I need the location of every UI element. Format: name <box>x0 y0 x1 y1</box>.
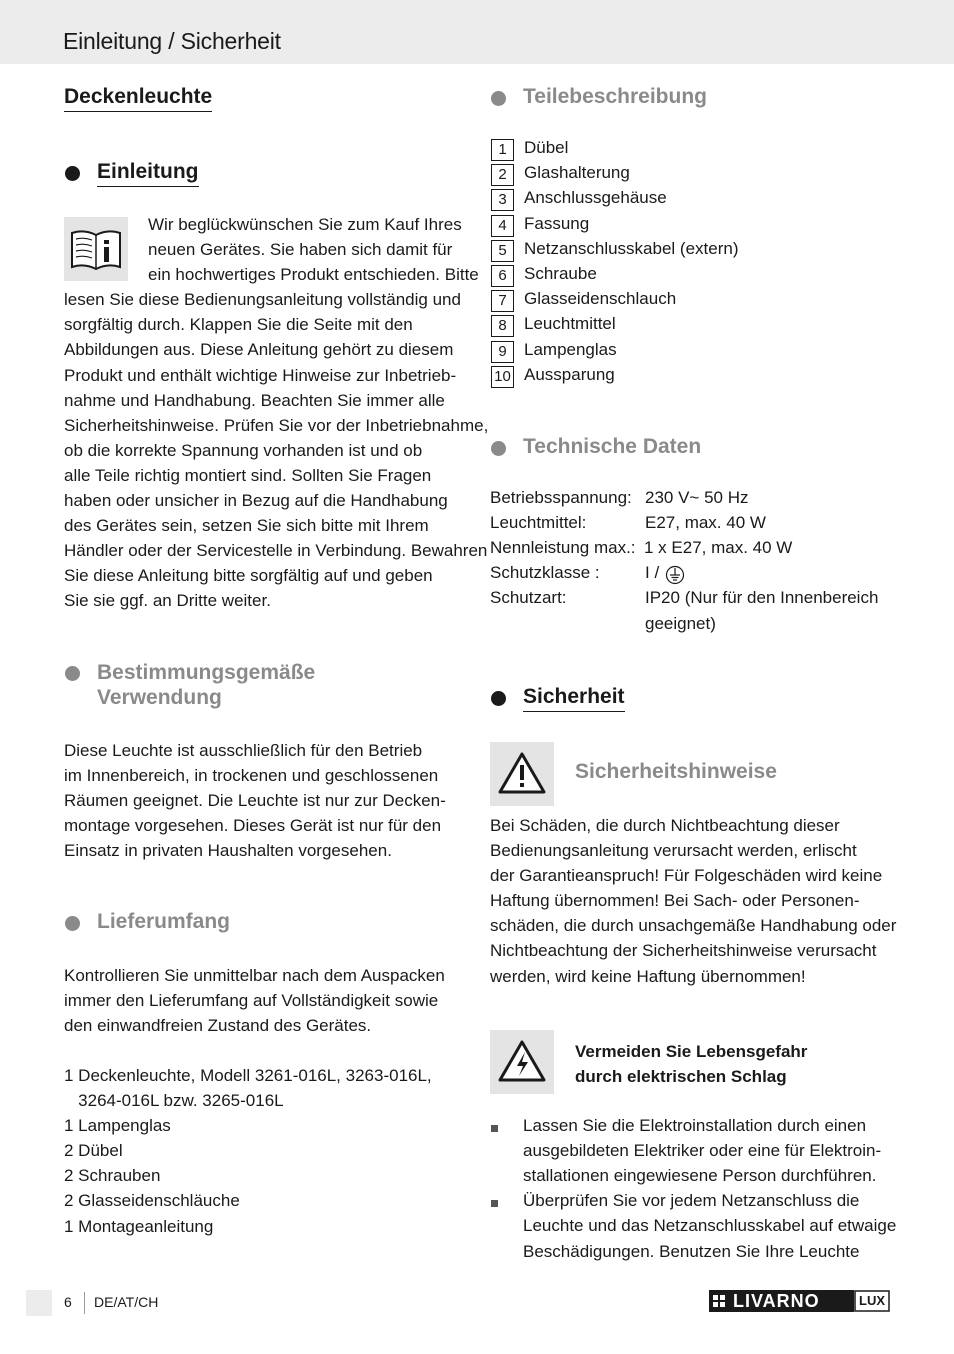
part-label: Glasseidenschlauch <box>524 289 677 309</box>
part-label: Aussparung <box>524 364 615 384</box>
text-line: 1 Deckenleuchte, Modell 3261-016L, 3263-016L, <box>64 1066 432 1085</box>
tech-key: Schutzklasse : <box>490 563 600 583</box>
text-line: Händler oder der Servicestelle in Verbindung. Bewahren <box>64 541 488 561</box>
part-number-box: 9 <box>491 341 514 363</box>
text-line: immer den Lieferumfang auf Vollständigkeit sowie <box>64 991 439 1011</box>
text-line: Haftung übernommen! Bei Sach- oder Personen- <box>490 891 860 911</box>
text-line: nahme und Handhabung. Beachten Sie immer alle <box>64 390 445 410</box>
page-title: Einleitung / Sicherheit <box>63 28 281 54</box>
intro-text-top <box>148 212 479 287</box>
text-line: 1 Montageanleitung <box>64 1216 214 1236</box>
parts-list <box>491 139 891 399</box>
text-line: Bei Schäden, die durch Nichtbeachtung dieser <box>490 816 840 835</box>
text-line: Abbildungen aus. Diese Anleitung gehört zu diesem <box>64 340 454 360</box>
text-line: neuen Gerätes. Sie haben sich damit für <box>148 240 453 260</box>
tech-value: geeignet) <box>645 613 716 633</box>
lieferumfang-heading: Lieferumfang <box>97 910 231 933</box>
safety-bullet-list <box>490 1113 910 1273</box>
text-line: 1 Lampenglas <box>64 1116 171 1136</box>
bullet-text-line: stallationen eingewiesene Person durchführen. <box>523 1166 877 1186</box>
tech-key: Nennleistung max.: <box>490 538 636 558</box>
part-number-box: 2 <box>491 164 514 186</box>
bullet-text-line: Leuchte und das Netzanschlusskabel auf etwaige <box>523 1216 897 1236</box>
part-label: Leuchtmittel <box>524 314 616 334</box>
livarno-lux-logo: LIVARNO LUX <box>709 1290 890 1312</box>
page-number: 6 <box>64 1294 72 1310</box>
bullet-text-line: Beschädigungen. Benutzen Sie Ihre Leuchte <box>523 1241 860 1261</box>
text-line: haben oder unsicher in Bezug auf die Handhabung <box>64 491 448 511</box>
section-bullet <box>491 91 506 106</box>
part-label: Anschlussgehäuse <box>524 188 667 208</box>
intro-text <box>64 287 489 613</box>
section-bullet <box>65 666 80 681</box>
part-number-box: 8 <box>491 315 514 337</box>
sicherheit-text <box>490 813 900 989</box>
tech-key: Leuchtmittel: <box>490 513 587 533</box>
text-line: ob die korrekte Spannung vorhanden ist und ob <box>64 440 423 460</box>
part-number-box: 4 <box>491 215 514 237</box>
part-label: Schraube <box>524 264 597 283</box>
tech-key: Schutzart: <box>490 588 567 608</box>
section-bullet <box>491 441 506 456</box>
text-line: Wir beglückwünschen Sie zum Kauf Ihres <box>148 215 462 234</box>
square-bullet <box>491 1125 498 1132</box>
part-label: Glashalterung <box>524 163 630 183</box>
footer-divider <box>84 1292 85 1314</box>
tech-key: Betriebsspannung: <box>490 488 632 507</box>
tech-value: 1 x E27, max. 40 W <box>644 538 793 558</box>
text-line: Kontrollieren Sie unmittelbar nach dem Auspacken <box>64 966 445 985</box>
electric-shock-warning-icon <box>490 1030 554 1094</box>
part-label: Lampenglas <box>524 339 617 359</box>
text-line: 2 Glasseidenschläuche <box>64 1191 240 1211</box>
text-line: im Innenbereich, in trockenen und geschlossenen <box>64 766 439 786</box>
bestimmung-text <box>64 738 464 863</box>
text-line: Einsatz in privaten Haushalten vorgesehen. <box>64 841 392 861</box>
einleitung-heading: Einleitung <box>97 160 199 187</box>
text-line: werden, wird keine Haftung übernommen! <box>490 966 806 986</box>
bullet-text-line: ausgebildeten Elektriker oder eine für Elektroin- <box>523 1141 882 1161</box>
teile-heading: Teilebeschreibung <box>523 85 707 108</box>
info-book-icon <box>64 217 128 281</box>
part-number-box: 10 <box>491 366 514 388</box>
text-line: den einwandfreien Zustand des Gerätes. <box>64 1016 372 1036</box>
text-line: der Garantieanspruch! Für Folgeschäden wird keine <box>490 866 883 886</box>
text-line: alle Teile richtig montiert sind. Sollten Sie Fragen <box>64 465 432 485</box>
lieferumfang-text <box>64 963 464 1038</box>
part-number-box: 5 <box>491 240 514 262</box>
part-label: Netzanschlusskabel (extern) <box>524 238 739 258</box>
tech-value: I / <box>645 563 660 583</box>
text-line: Produkt und enthält wichtige Hinweise zur Inbetrieb- <box>64 365 457 385</box>
sicherheitshinweise-heading: Sicherheitshinweise <box>575 760 777 783</box>
text-line: Bedienungsanleitung verursacht werden, erlischt <box>490 841 857 861</box>
part-label: Fassung <box>524 213 590 233</box>
part-number-box: 3 <box>491 189 514 211</box>
part-number-box: 7 <box>491 290 514 312</box>
section-bullet <box>65 916 80 931</box>
section-bullet <box>491 691 506 706</box>
text-line: des Gerätes sein, setzen Sie sich bitte mit Ihrem <box>64 516 429 536</box>
text-line: Räumen geeignet. Die Leuchte ist nur zur Decken- <box>64 791 446 811</box>
electric-warning-title: Vermeiden Sie Lebensgefahr durch elektrischen Schlag <box>575 1042 808 1086</box>
lieferumfang-list <box>64 1063 464 1239</box>
text-line: Sicherheitshinweise. Prüfen Sie vor der Inbetriebnahme, <box>64 415 489 435</box>
text-line: lesen Sie diese Bedienungsanleitung vollständig und <box>64 290 461 310</box>
text-line: 3264-016L bzw. 3265-016L <box>64 1091 284 1111</box>
text-line: 2 Dübel <box>64 1141 123 1161</box>
text-line: sorgfältig durch. Klappen Sie die Seite mit den <box>64 315 413 335</box>
footer-marker <box>26 1290 52 1316</box>
warning-triangle-icon <box>490 742 554 806</box>
tech-value: 230 V~ 50 Hz <box>645 488 749 507</box>
earth-ground-icon <box>665 565 685 590</box>
tech-value: E27, max. 40 W <box>645 513 766 533</box>
tech-value: IP20 (Nur für den Innenbereich <box>645 588 879 608</box>
bullet-text-line: Lassen Sie die Elektroinstallation durch einen <box>523 1116 867 1135</box>
language-code: DE/AT/CH <box>94 1294 159 1310</box>
text-line: Diese Leuchte ist ausschließlich für den Betrieb <box>64 741 423 760</box>
part-label: Dübel <box>524 138 569 157</box>
part-number-box: 1 <box>491 139 514 161</box>
text-line: Sie sie ggf. an Dritte weiter. <box>64 591 271 611</box>
technik-heading: Technische Daten <box>523 435 702 458</box>
main-title: Deckenleuchte <box>64 85 212 112</box>
bullet-text-line: Überprüfen Sie vor jedem Netzanschluss die <box>523 1191 860 1211</box>
text-line: montage vorgesehen. Dieses Gerät ist nur für den <box>64 816 442 836</box>
text-line: schäden, die durch unsachgemäße Handhabung oder <box>490 916 897 936</box>
text-line: ein hochwertiges Produkt entschieden. Bitte <box>148 265 479 285</box>
section-bullet <box>65 166 80 181</box>
text-line: Nichtbeachtung der Sicherheitshinweise verursacht <box>490 941 877 961</box>
square-bullet <box>491 1200 498 1207</box>
sicherheit-heading: Sicherheit <box>523 685 625 712</box>
tech-data-table <box>490 488 910 648</box>
text-line: 2 Schrauben <box>64 1166 161 1186</box>
bestimmung-heading: Bestimmungsgemäße Verwendung <box>97 661 316 709</box>
part-number-box: 6 <box>491 265 514 287</box>
text-line: Sie diese Anleitung bitte sorgfältig auf und geben <box>64 566 433 586</box>
